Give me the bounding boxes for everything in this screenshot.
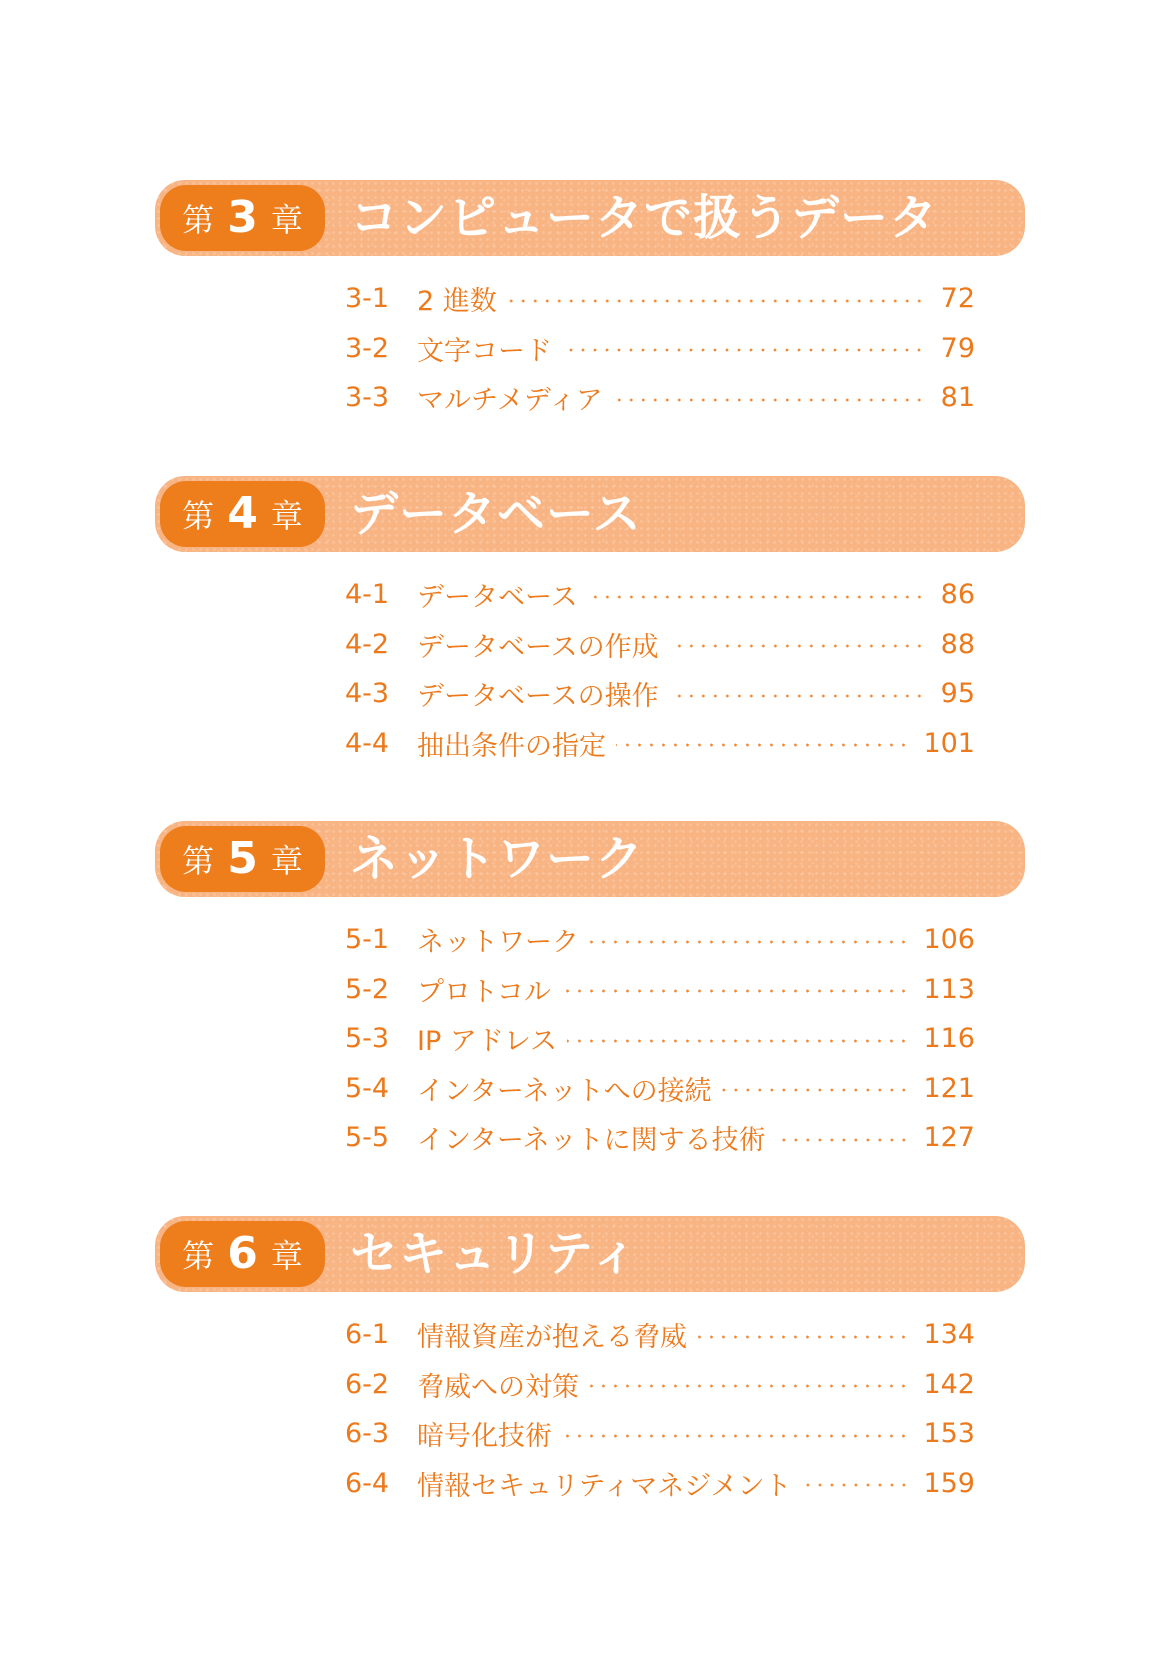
toc-entry[interactable] <box>345 570 975 620</box>
section-number: 4-1 <box>345 579 390 611</box>
chapter-prefix: 第 <box>182 1237 215 1275</box>
toc-entry[interactable] <box>345 324 975 374</box>
chapter-6 <box>155 1216 1025 1502</box>
chapter-badge <box>160 185 325 251</box>
page-number: 88 <box>940 628 975 660</box>
section-title: マルチメディア <box>417 385 603 417</box>
page-number: 113 <box>923 973 975 1005</box>
chapter-banner <box>155 821 1025 897</box>
page-number: 101 <box>923 727 975 759</box>
dot-leader <box>507 299 925 303</box>
section-title: プロトコル <box>417 976 551 1008</box>
page-number: 106 <box>923 924 975 956</box>
chapter-suffix: 章 <box>270 842 303 880</box>
section-number: 6-2 <box>345 1368 390 1400</box>
section-number: 6-4 <box>345 1467 390 1499</box>
chapter-banner <box>155 476 1025 552</box>
dot-leader <box>722 1088 910 1092</box>
chapter-title: ネットワーク <box>350 831 645 887</box>
chapter-badge <box>160 826 325 892</box>
section-title: 情報資産が抱える脅威 <box>417 1322 687 1354</box>
dot-leader <box>802 1483 910 1487</box>
toc-entry[interactable] <box>345 1459 975 1509</box>
chapter-banner <box>155 1216 1025 1292</box>
page-number: 127 <box>923 1122 975 1154</box>
section-title: 暗号化技術 <box>417 1421 552 1453</box>
toc-entry[interactable] <box>345 1409 975 1459</box>
page-number: 95 <box>940 678 975 710</box>
chapter-prefix: 第 <box>182 842 215 880</box>
toc-entry[interactable] <box>345 1113 975 1163</box>
dot-leader <box>616 743 909 747</box>
section-number: 6-3 <box>345 1418 390 1450</box>
dot-leader <box>613 398 925 402</box>
chapter-title: セキュリティ <box>350 1226 640 1282</box>
section-title: インターネットへの接続 <box>417 1075 712 1107</box>
page-number: 116 <box>923 1023 975 1055</box>
dot-leader <box>562 1434 909 1438</box>
chapter-number: 5 <box>227 832 258 884</box>
page-number: 86 <box>940 579 975 611</box>
toc-entry[interactable] <box>345 669 975 719</box>
dot-leader <box>697 1335 909 1339</box>
toc-entry[interactable] <box>345 719 975 769</box>
page-number: 121 <box>923 1072 975 1104</box>
section-title: 文字コード <box>417 335 552 367</box>
section-title: ネットワーク <box>417 927 579 959</box>
chapter-suffix: 章 <box>270 1237 303 1275</box>
chapter-title: データベース <box>350 486 642 542</box>
section-list <box>345 274 975 423</box>
toc-entry[interactable] <box>345 915 975 965</box>
section-number: 3-1 <box>345 283 390 315</box>
section-title: データベースの作成 <box>417 631 659 663</box>
page-number: 134 <box>923 1319 975 1351</box>
section-number: 4-4 <box>345 727 390 759</box>
section-title: データベースの操作 <box>417 681 659 713</box>
section-number: 5-1 <box>345 924 390 956</box>
chapter-number: 6 <box>227 1227 258 1279</box>
dot-leader <box>561 989 910 993</box>
section-number: 5-2 <box>345 973 390 1005</box>
toc-entry[interactable] <box>345 965 975 1015</box>
chapter-badge <box>160 481 325 547</box>
dot-leader <box>669 694 925 698</box>
section-title: 抽出条件の指定 <box>417 730 606 762</box>
section-number: 5-4 <box>345 1072 390 1104</box>
section-number: 5-5 <box>345 1122 390 1154</box>
section-title: 情報セキュリティマネジメント <box>417 1470 792 1502</box>
page-number: 159 <box>923 1467 975 1499</box>
section-list <box>345 915 975 1163</box>
chapter-badge <box>160 1221 325 1287</box>
chapter-4 <box>155 476 1025 762</box>
toc-entry[interactable] <box>345 274 975 324</box>
chapter-number: 4 <box>227 487 258 539</box>
toc-entry[interactable] <box>345 373 975 423</box>
dot-leader <box>589 940 909 944</box>
toc-entry[interactable] <box>345 1014 975 1064</box>
toc-entry[interactable] <box>345 1064 975 1114</box>
chapter-prefix: 第 <box>182 497 215 535</box>
section-title: インターネットに関する技術 <box>417 1125 766 1157</box>
section-number: 5-3 <box>345 1023 390 1055</box>
chapter-suffix: 章 <box>270 201 303 239</box>
toc-entry[interactable] <box>345 1360 975 1410</box>
section-number: 4-3 <box>345 678 390 710</box>
dot-leader <box>776 1138 910 1142</box>
section-number: 3-2 <box>345 332 390 364</box>
toc-entry[interactable] <box>345 1310 975 1360</box>
chapter-title: コンピュータで扱うデータ <box>350 190 939 246</box>
chapter-5 <box>155 821 1025 1157</box>
page-number: 153 <box>923 1418 975 1450</box>
page-number: 142 <box>923 1368 975 1400</box>
section-title: 脅威への対策 <box>417 1371 579 1403</box>
section-list <box>345 1310 975 1508</box>
section-title: IP アドレス <box>417 1026 558 1058</box>
dot-leader <box>588 595 925 599</box>
dot-leader <box>589 1384 909 1388</box>
chapter-banner <box>155 180 1025 256</box>
chapter-suffix: 章 <box>270 497 303 535</box>
section-title: データベース <box>417 582 578 614</box>
section-number: 4-2 <box>345 628 390 660</box>
section-number: 3-3 <box>345 382 390 414</box>
chapter-prefix: 第 <box>182 201 215 239</box>
chapter-number: 3 <box>227 191 258 243</box>
section-number: 6-1 <box>345 1319 390 1351</box>
dot-leader <box>669 644 925 648</box>
toc-entry[interactable] <box>345 620 975 670</box>
page-number: 79 <box>940 332 975 364</box>
page-number: 72 <box>940 283 975 315</box>
dot-leader <box>567 1039 909 1043</box>
dot-leader <box>562 348 925 352</box>
section-list <box>345 570 975 768</box>
chapter-3 <box>155 180 1025 417</box>
page-number: 81 <box>940 382 975 414</box>
section-title: 2 進数 <box>417 286 497 318</box>
